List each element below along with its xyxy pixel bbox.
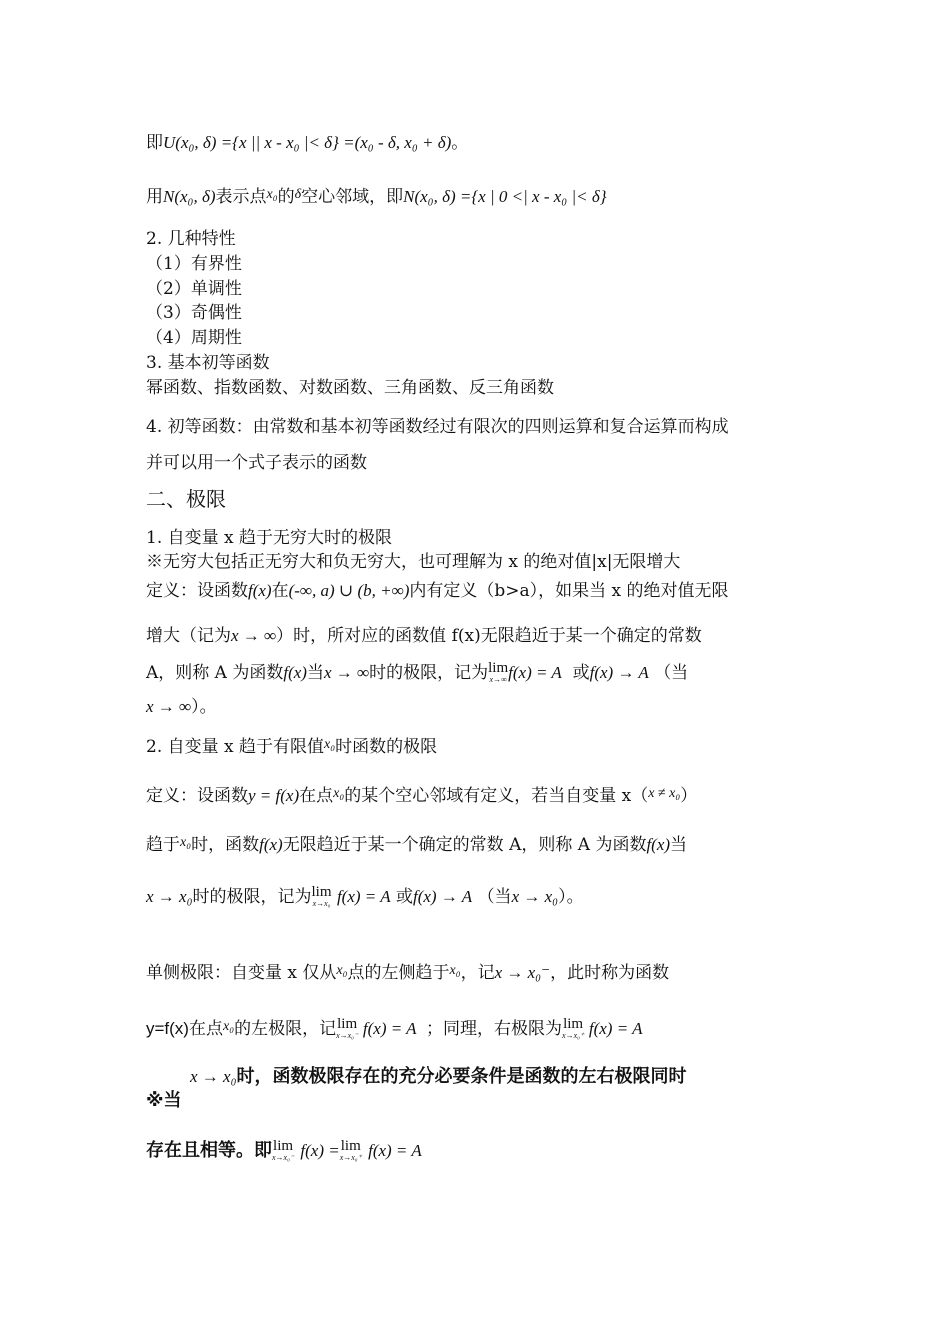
text: y=f(x)在点 (146, 1019, 223, 1038)
infinity-note: ※无穷大包括正无穷大和负无穷大，也可理解为 x 的绝对值|x|无限增大 (146, 552, 681, 572)
limit-operator (488, 662, 508, 686)
lim-label: lim (563, 1016, 584, 1032)
formula: x → x₀ (511, 887, 559, 906)
formula: x → x₀ (190, 1067, 237, 1086)
lim-label: lim (340, 1138, 361, 1154)
property-item: （4）周期性 (146, 328, 242, 348)
formula: f(x) (283, 663, 307, 682)
text: 的某个空心邻域有定义，若当自变量 x（ (344, 786, 649, 806)
finite-limit-heading (146, 734, 437, 758)
text: 时函数的极限 (335, 737, 438, 757)
formula: δ (294, 187, 302, 202)
condition-line2 (146, 1140, 422, 1164)
finite-def-line3 (146, 886, 584, 910)
condition-prefix: ※当 (146, 1090, 182, 1111)
lim-label: lim (273, 1138, 294, 1154)
basic-functions-list: 幂函数、指数函数、对数函数、三角函数、反三角函数 (146, 378, 554, 398)
formula-neighborhood: U(x₀, δ) ={x || x - x₀ |< δ} =(x₀ - δ, x₀ + δ) (163, 133, 452, 152)
text: 时的极限，记为 (192, 887, 312, 907)
text: （当 (477, 887, 512, 907)
formula: f(x) → A (412, 887, 473, 906)
text: ）。 (558, 887, 584, 907)
text: 空心邻域，即 (301, 187, 404, 207)
formula: x → x₀ (146, 887, 193, 906)
text: 趋于 (146, 835, 180, 855)
text: 即 (146, 133, 163, 153)
text: 当 (306, 663, 324, 683)
text: 时的极限，记为 (369, 663, 489, 683)
formula: x₀ (222, 1019, 235, 1034)
formula: x₀ (333, 786, 345, 801)
text: 定义：设函数 (146, 581, 248, 601)
deleted-neighborhood-line (146, 184, 607, 208)
finite-def-line1 (146, 783, 697, 807)
text: 时，函数极限存在的充分必要条件是函数的左右极限同时 (236, 1066, 687, 1087)
text: 点的左侧趋于 (347, 963, 450, 983)
text: 表示点 (215, 187, 267, 207)
text: ）时，所对应的函数值 f(x)无限趋近于某一个确定的常数 (276, 626, 702, 646)
formula: f(x) = A (362, 1019, 417, 1038)
formula: x₀ (336, 963, 348, 978)
lim-subscript: x→x₀⁻ (336, 1031, 359, 1040)
text: 。 (451, 133, 469, 153)
text: 单侧极限：自变量 x 仅从 (146, 963, 337, 983)
text: ） (680, 786, 698, 806)
formula: x₀ (180, 835, 192, 850)
lim-label: lim (488, 660, 509, 676)
one-sided-line1 (146, 960, 669, 984)
property-item: （3）奇偶性 (146, 303, 242, 323)
formula: f(x) = A (336, 887, 391, 906)
limit-operator (340, 1140, 362, 1164)
text: 2. 自变量 x 趋于有限值 (146, 737, 325, 757)
lim-subscript: x→x₀⁺ (339, 1153, 362, 1162)
formula: x → ∞ (146, 697, 192, 716)
lim-subscript: x→x₀ (312, 899, 331, 908)
text: A，则称 A 为函数 (146, 663, 284, 683)
property-item: （2）单调性 (146, 279, 242, 299)
lim-subscript: x→x₀⁻ (272, 1153, 295, 1162)
formula: f(x) = A (508, 663, 562, 682)
formula: x → ∞ (323, 663, 370, 682)
infinity-def-line2 (146, 625, 702, 647)
text: 的 (277, 187, 295, 207)
neighborhood-line (146, 132, 468, 154)
formula: (-∞, a) ∪ (b, +∞) (288, 581, 410, 600)
text: 在 (271, 581, 289, 601)
text: 或 (395, 887, 413, 907)
one-sided-line2 (146, 1016, 643, 1042)
text: 用 (146, 187, 163, 207)
text: ）。 (191, 697, 217, 717)
infinity-def-line1 (146, 580, 729, 602)
infinity-def-line4 (146, 696, 217, 718)
formula-deleted-neighborhood: N(x₀, δ) ={x | 0 <| x - x₀ |< δ} (403, 187, 607, 206)
text: 增大（记为 (146, 626, 231, 646)
condition-line1 (190, 1066, 687, 1088)
text: 在点 (299, 786, 334, 806)
formula: f(x) (259, 835, 283, 854)
formula: x₀ (266, 187, 278, 202)
formula: f(x) = A (588, 1019, 643, 1038)
formula: N(x₀, δ) (163, 187, 216, 206)
basic-functions-heading: 3. 基本初等函数 (146, 353, 270, 373)
lim-label: lim (311, 884, 332, 900)
limit-operator (312, 886, 332, 910)
limit-operator (336, 1018, 358, 1042)
formula: x₀ (449, 963, 461, 978)
elementary-def-line2: 并可以用一个式子表示的函数 (146, 453, 367, 473)
text: 无限趋近于某一个确定的常数 A，则称 A 为函数 (282, 835, 647, 855)
formula: f(x) = A (368, 1141, 422, 1160)
formula: f(x) (646, 835, 671, 854)
limit-operator (562, 1018, 584, 1042)
text: ；同理，右极限为 (426, 1019, 563, 1038)
formula: x → x₀⁻ (494, 963, 551, 982)
properties-heading: 2. 几种特性 (146, 229, 236, 249)
property-item: （1）有界性 (146, 254, 242, 274)
elementary-def-line1: 4. 初等函数：由常数和基本初等函数经过有限次的四则运算和复合运算而构成 (146, 417, 729, 437)
formula: f(x) = (300, 1141, 340, 1160)
text: 定义：设函数 (146, 786, 248, 806)
formula: x → ∞ (231, 626, 277, 645)
lim-label: lim (337, 1016, 358, 1032)
formula: y = f(x) (248, 786, 300, 805)
infinity-limit-heading: 1. 自变量 x 趋于无穷大时的极限 (146, 528, 393, 548)
formula: f(x) → A (589, 663, 649, 682)
formula: x₀ (324, 737, 336, 752)
text: 存在且相等。即 (146, 1140, 272, 1161)
formula: f(x) (248, 581, 272, 600)
text: 的左极限，记 (234, 1019, 337, 1038)
text: 当 (670, 835, 688, 855)
text: ，此时称为函数 (550, 963, 670, 983)
finite-def-line2 (146, 832, 687, 856)
text: 时，函数 (191, 835, 260, 855)
infinity-def-line3 (146, 662, 688, 686)
section-title: 二、极限 (146, 487, 226, 511)
formula: x ≠ x₀ (648, 786, 681, 801)
text: （当 (654, 663, 689, 683)
lim-subscript: x→∞ (489, 675, 507, 684)
text: ，记 (460, 963, 495, 983)
text: 或 (572, 663, 590, 683)
limit-operator (272, 1140, 294, 1164)
lim-subscript: x→x₀⁺ (562, 1031, 585, 1040)
text: 内有定义（b>a），如果当 x 的绝对值无限 (409, 581, 729, 601)
